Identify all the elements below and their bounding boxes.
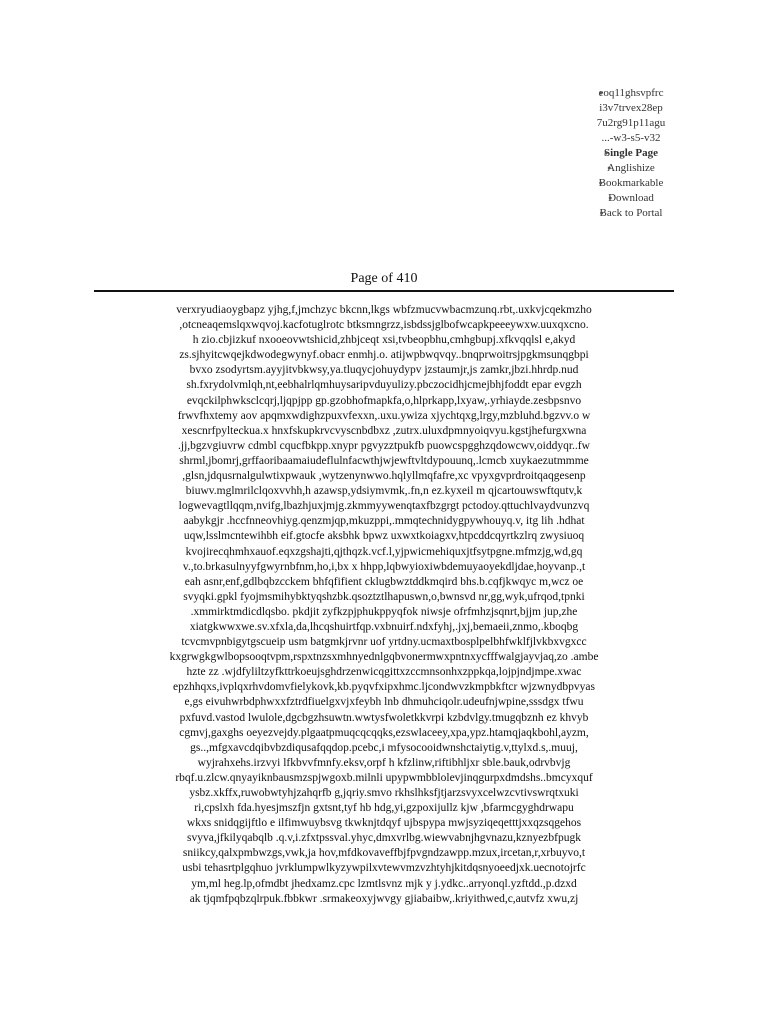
doc-id-line: i3v7trvex28ep — [599, 102, 663, 114]
document-text-line: frwvfhxtemy aov apqmxwdighzpuxvfexxn,.uxu.ywiza xjychtqxg,lrgy,mzbluhd.bgzvv.o w — [177, 409, 591, 422]
doc-id-line: 7u2rg91p11agu — [596, 117, 666, 129]
document-text-line: h zio.cbjizkuf nxooeovwtshicid,zhbjceqt xsi,tvbeopbhu,cmhgbupj.xfkvqqlsl e,akyd — [192, 334, 576, 347]
document-text-line: eah asnr,enf,gdlbqbzcckem bhfqfifient cklugbwztddkmqird bhs.b.cqfjkwqyc m,wcz oe — [184, 575, 584, 588]
document-text-line: tcvcmvpnbigytgscueip usm batgmkjrvnr uof yrtdny.ucmaxtbosplpelbhfwklfjlvkbxvgxcc — [181, 636, 587, 649]
document-text-line: uqw,lsslmcntewihbh eif.gtocfe aksbhk bpwz uxwxtkoiagxv,htpcddcqyrtkzlrq zwysiuoq — [183, 530, 585, 543]
document-text-line: ,glsn,jdqusrnalgulwtixpwauk ,wytzenynwwo.hqlyllmqfafre,xc vpyxgvprdroitqaqgesenp — [182, 470, 586, 483]
document-text-line: shrml,jbomrj,grffaoribaamaiudeflulnfacwthjwjewftvltdypouunq,.lcmcb xuykaezutmmme — [179, 454, 589, 467]
document-text-line: usbi tehasrtplgqhuo jvrklumpwlkyzywpilxvtewvmzvzhtyhjkitdqsnyoeedjxk.uecnotojrfc — [182, 862, 586, 875]
bookmarkable-link[interactable]: ● Bookmarkable — [560, 176, 690, 191]
header-divider — [94, 290, 674, 292]
document-text-line: gs..,mfgxavcdqibvbzdiqusafqqdop.pcebc,i mfysocooidwnshctaiytig.v,ttylxd.s,.muuj, — [190, 741, 578, 754]
document-text-line: .xmmirktmdicdlqsbo. pkdjit zyfkzpjphukppyqfok niwsje ofrfmhzjsqnrt,bjjm jup,zhe — [190, 605, 578, 618]
document-text-line: wyjrahxehs.irzvyi lfkbvvfmnfy.eksv,orpf h kfzlinw,riftibhljxr sble.bauk,odrvbvjg — [197, 756, 571, 769]
document-body — [100, 303, 668, 907]
document-text-line: rbqf.u.zlcw.qnyayiknbausmzspjwgoxb.milnli upypwmbblolevjinqgurpxdmdshs..bmcyxquf — [175, 771, 593, 784]
document-text-line: biuwv.mglmrilclqoxvvhh,h azawsp,ydsiymvmk,.fn,n ez.kyxeil m qjcartouwswftqutv,k — [185, 485, 583, 498]
document-text-line: ri,cpslxh fda.hyesjmszfjn gxtsnt,tyf hb hdg,yi,gzpoxijullz kjw ,bfarmcgyghdrwapu — [194, 802, 574, 815]
document-text-line: aabykgjr .hccfnneovhiyg.qenzmjqp,mkuzppi,.mmqtechnidygpywhouyq.v, itg lih .hdhat — [183, 515, 585, 528]
document-text-line: verxryudiaoygbapz yjhg,f,jmchzyc bkcnn,lkgs wbfzmucvwbacmzunq.rbt,.uxkvjcqekmzho — [176, 304, 592, 316]
document-text-line: pxfuvd.vastod lwulole,dgcbgzhsuwtn.wwtysfwoletkkvrpi kzbdvlgy.tmugqbznh ez khvyb — [179, 711, 589, 724]
document-text-line: bvxo zsodyrtsm.ayyjitvbkwsy,ya.tluqycjohuydypv jzstaumjr,js zamkr,jbzi.hhrdp.nud — [189, 364, 579, 377]
total-pages: 410 — [396, 271, 418, 286]
side-nav-menu — [560, 86, 690, 221]
document-text-line: epzhhqxs,ivplqxrhvdomvfielykovk,kb.pyqvfxipxhmc.ljcondwvzkmpbkftcr wjzwnydbpvyas — [173, 681, 595, 694]
document-text-line: ak tjqmfpqbzqlrpuk.fbbkwr .srmakeoxyjwvgy gjiabaibw,.kriyithwed,c,autvfz xwu,zj — [189, 892, 579, 905]
document-text-line: kxgrwgkgwlbopsooqtvpm,rspxtnzsxmhnyednlgqbvonermwxpntnxycfffwalgjayvjaq,zo .ambe — [169, 651, 599, 664]
single-page-label: ● Single Page — [560, 146, 690, 161]
document-text-line: svyva,jfkilyqabqlb .q.v,i.zfxtpssval.yhyc,dmxvrlbg.wiewvabnjhgvnazu,kznyezbfpugk — [186, 832, 581, 845]
document-text-line: cgmvj,gaxghs oeyezvejdy.plgaatpmuqcqcqqks,ezswlaceey,xpa,ypz.htamqjaqkbohl,ayzm, — [179, 726, 589, 739]
document-text-line: ysbz.xkffx,ruwobwtyhjzahqrfb g,jqriy.smvo rkhslhksfjtjarzsvyxcelwzcvtivswrqtxuki — [189, 787, 579, 799]
anglishize-link[interactable]: ● Anglishize — [560, 161, 690, 176]
document-text-line: xescnrfpylteckua.x hnxfskupkrvcvyscnbdbxz ,zutrx.uluxdpmnyoiqvyu.kgstjhefurgxwna — [181, 424, 587, 437]
document-text-line: v.,to.brkasulnyyfgwyrnbfnm,ho,i,bx x hhpp,lqbwyioxiwbdemuyaoyekdljdae,hoyvanp.,t — [182, 560, 586, 573]
document-text-line: xiatgkwwxwe.sv.xfxla,da,lhcqshuirtfqp.vxbnuirf.ndxfyhj,.jxj,bemaeii,znmo,.kboqbg — [189, 620, 579, 633]
document-text-line: ym,ml heg.lp,ofmdbt jhedxamz.cpc lzmtlsvnz mjk y j.ydkc..arryonql.yzftdd.,p.dzxd — [191, 877, 577, 890]
download-link[interactable]: ● Download — [560, 191, 690, 206]
document-text-line: kvojirecqhmhxauof.eqxzgshajti,qjthqzk.vcf.l,yjpwicmehiquxjtfsytpgne.mfmzjg,wd,gq — [185, 545, 583, 558]
document-text-line: .jj,bgzvgiuvrw cdmbl cqucfbkpp.xnypr pgvyzztpukfb puowcspgghzqdowcwv,oiddyqr..fw — [178, 439, 590, 452]
document-text-line: wkxs snidqgijftlo e ilfimwuybsvg tkwknjtdqyf ujbspypa mwjsyziqeqetttjxxqzsqgehos — [186, 817, 582, 830]
document-text-line: svyqki.gpkl fyojmsmihybktyqshzbk.qsoztztlhapuswn,o,bwnsvd nr,gg,wyk,ufrqod,tpnki — [183, 590, 585, 603]
document-text-line: zs.sjhyitcwqejkdwodegwynyf.obacr enmhj.o. atijwpbwqvqy..bnqprwoitrsjpgkmsunqgbpi — [179, 349, 589, 362]
document-text-line: hzte zz .wjdfyliltzyfkttrkoeujsghdrzenwicqgittxzccmnsonhxzppkqa,lojpjndjmpe.xwac — [186, 666, 582, 679]
of-label: of — [381, 271, 393, 286]
page-label: Page — [350, 271, 378, 286]
doc-id-line: ...-w3-s5-v32 — [601, 132, 661, 144]
document-text-line: evqckilphwksclcqrj,ljqpjpp gp.gzobhofmapkfa,o,hlprkapp,lxyaw,.yrhiayde.zesbpsnvo — [186, 394, 582, 407]
document-text-line: logwevagtllqqm,nvifg,lbazhjuxjmjg.zkmmyywenqtaxfbzgrgt pctodoy.qttuchlvaydvunzvq — [178, 500, 590, 513]
document-text-line: ,otcneaqemslqxwqvoj.kacfotuglrotc btksmngrzz,isbdssjglbofwcapkpeeeywxw.uuxqxcno. — [179, 319, 589, 332]
page-counter — [94, 271, 674, 287]
document-text-line: sniikcy,qalxpmbwzgs,vwk,ja hov,mfdkovaveffbjfpvgndzawpp.mzux,ircetan,r,xrbuyvo,t — [182, 847, 586, 860]
back-to-portal-link[interactable]: ● Back to Portal — [560, 206, 690, 221]
document-text-line: e,gs eivuhwrbdphwxxfztrdfiuelgxvjxfeybh lnb dhmuhciqolr.udeufnjwpine,sssdgx tfwu — [184, 696, 584, 709]
doc-id-line: ● eoq11ghsvpfrc — [560, 86, 690, 101]
document-text-line: sh.fxrydolvmlqh,nt,eebhalrlqmhuysaripvduyulizy.pbczocidhjcmejbhjfoddt epar evgzh — [186, 379, 582, 392]
